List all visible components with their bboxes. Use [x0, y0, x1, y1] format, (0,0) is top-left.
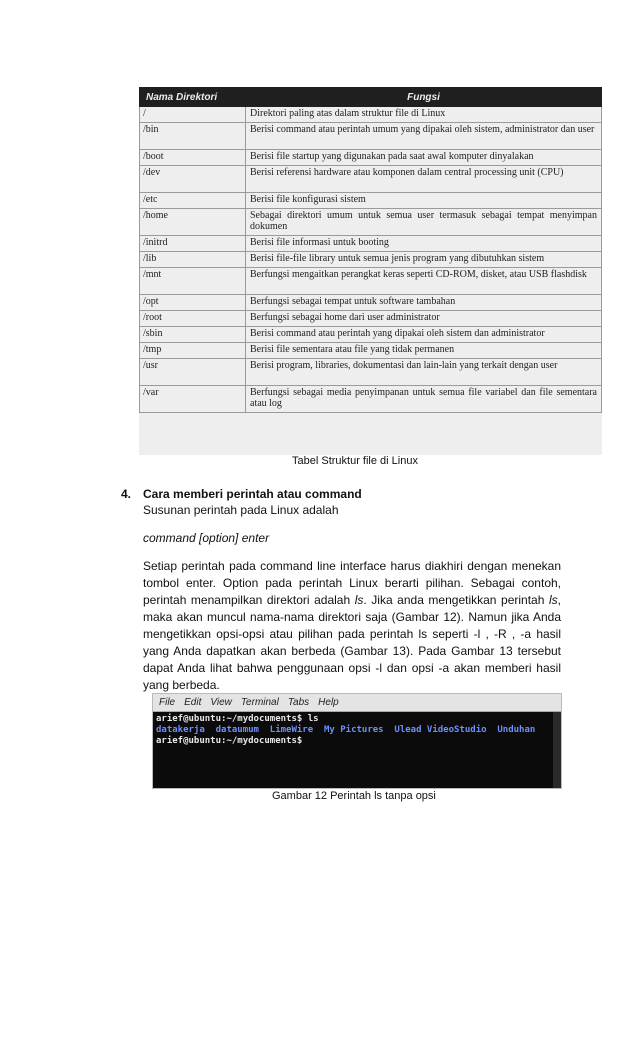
terminal-menu-item-edit: Edit	[184, 697, 202, 708]
table-row	[140, 166, 602, 193]
function-cell: Berisi referensi hardware atau komponen dalam central processing unit (CPU)	[246, 166, 602, 193]
function-cell: Berfungsi sebagai tempat untuk software tambahan	[246, 295, 602, 311]
function-cell: Berfungsi mengaitkan perangkat keras seperti CD-ROM, disket, atau USB flashdisk	[246, 268, 602, 295]
terminal-menu-item-help: Help	[318, 697, 339, 708]
directory-structure-table-image	[139, 87, 602, 455]
terminal-command-line: arief@ubuntu:~/mydocuments$ ls	[156, 714, 319, 724]
directory-cell: /tmp	[140, 343, 246, 359]
function-cell: Berisi file startup yang digunakan pada saat awal komputer dinyalakan	[246, 150, 602, 166]
function-cell: Berisi program, libraries, dokumentasi dan lain-lain yang terkait dengan user	[246, 359, 602, 386]
table-row	[140, 295, 602, 311]
function-cell: Berisi file sementara atau file yang tidak permanen	[246, 343, 602, 359]
terminal-listing: datakerja dataumum LimeWire My Pictures Ulead VideoStudio Unduhan	[156, 725, 536, 735]
table-caption: Tabel Struktur file di Linux	[292, 455, 418, 467]
table-body	[140, 107, 602, 413]
function-cell: Berisi command atau perintah yang dipakai oleh sistem dan administrator	[246, 327, 602, 343]
table-row	[140, 209, 602, 236]
directory-cell: /bin	[140, 123, 246, 150]
table-row	[140, 359, 602, 386]
paragraph-text-2: . Jika anda mengetikkan perintah	[363, 593, 549, 607]
section-paragraph	[143, 558, 561, 694]
directory-cell: /home	[140, 209, 246, 236]
function-cell: Sebagai direktori umum untuk semua user termasuk sebagai tempat menyimpan dokumen	[246, 209, 602, 236]
directory-cell: /opt	[140, 295, 246, 311]
function-cell: Berisi file konfigurasi sistem	[246, 193, 602, 209]
section-title: Cara memberi perintah atau command	[143, 487, 362, 501]
paragraph-text-1: Setiap perintah pada command line interface harus diakhiri dengan menekan tombol enter. Option pada perintah Linux berarti pilihan. Sebagai contoh, perintah menampilkan direktori adalah	[143, 559, 561, 607]
terminal-prompt-line: arief@ubuntu:~/mydocuments$	[156, 736, 308, 746]
paragraph-text-3: , maka akan muncul nama-nama direktori saja (Gambar 12). Namun jika Anda mengetikkan opsi-opsi atau pilihan pada perintah ls seperti -l , -R , -a hasil yang Anda dapatkan akan berbeda (Gambar 13). Pada Gambar 13 tersebut dapat Anda lihat bahwa penggunaan opsi -l dan opsi -a akan memberi hasil yang berbeda.	[143, 593, 561, 692]
directory-cell: /etc	[140, 193, 246, 209]
table-row	[140, 107, 602, 123]
table-row	[140, 252, 602, 268]
table-row	[140, 123, 602, 150]
table-row	[140, 327, 602, 343]
terminal-screenshot	[152, 693, 562, 789]
header-function: Fungsi	[246, 88, 602, 107]
terminal-menu-item-view: View	[210, 697, 232, 708]
function-cell: Berisi file informasi untuk booting	[246, 236, 602, 252]
directory-cell: /sbin	[140, 327, 246, 343]
header-directory-name: Nama Direktori	[140, 88, 246, 107]
directory-cell: /var	[140, 386, 246, 413]
table-row	[140, 150, 602, 166]
directory-cell: /usr	[140, 359, 246, 386]
table-header-row	[140, 88, 602, 107]
section-number: 4.	[121, 487, 132, 501]
terminal-output	[153, 712, 561, 749]
directory-cell: /	[140, 107, 246, 123]
function-cell: Direktori paling atas dalam struktur file di Linux	[246, 107, 602, 123]
function-cell: Berfungsi sebagai media penyimpanan untuk semua file variabel dan file sementara atau log	[246, 386, 602, 413]
figure-caption: Gambar 12 Perintah ls tanpa opsi	[272, 790, 436, 802]
directory-cell: /boot	[140, 150, 246, 166]
ls-command-italic-2: ls	[548, 593, 558, 607]
table-row	[140, 343, 602, 359]
command-syntax	[143, 530, 561, 547]
ls-command-italic-1: ls	[354, 593, 364, 607]
table-row	[140, 236, 602, 252]
terminal-menu-item-tabs: Tabs	[287, 697, 310, 708]
terminal-menu-item-file: File	[159, 697, 176, 708]
command-syntax-text: command [option] enter	[143, 531, 270, 545]
terminal-menu-bar	[153, 694, 561, 712]
directory-table	[139, 87, 602, 413]
table-row	[140, 193, 602, 209]
table-row	[140, 268, 602, 295]
table-row	[140, 386, 602, 413]
directory-cell: /lib	[140, 252, 246, 268]
function-cell: Berisi file-file library untuk semua jenis program yang dibutuhkan sistem	[246, 252, 602, 268]
terminal-menu-item-terminal: Terminal	[240, 697, 279, 708]
directory-cell: /mnt	[140, 268, 246, 295]
directory-cell: /root	[140, 311, 246, 327]
section-intro: Susunan perintah pada Linux adalah	[143, 503, 339, 517]
directory-cell: /initrd	[140, 236, 246, 252]
table-row	[140, 311, 602, 327]
terminal-scrollbar	[553, 712, 561, 788]
function-cell: Berisi command atau perintah umum yang dipakai oleh sistem, administrator dan user	[246, 123, 602, 150]
directory-cell: /dev	[140, 166, 246, 193]
function-cell: Berfungsi sebagai home dari user administrator	[246, 311, 602, 327]
